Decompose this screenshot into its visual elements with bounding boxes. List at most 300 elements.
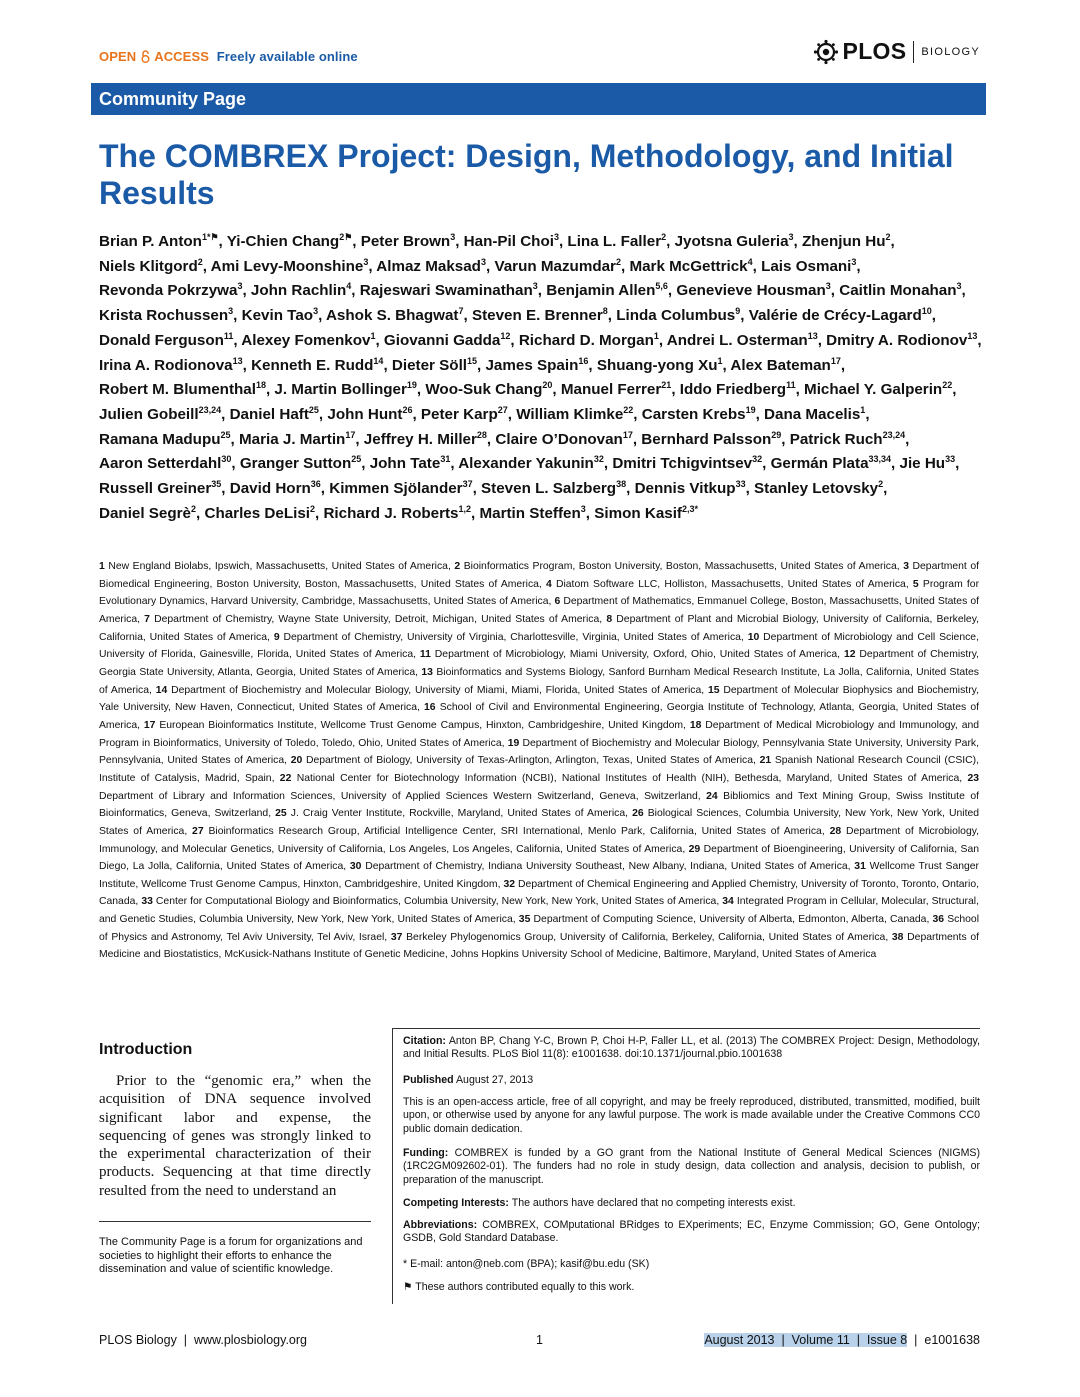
- author-affiliation-marker: 32: [593, 454, 604, 465]
- author-name: [99, 258, 203, 275]
- author-name-text: Robert M. Blumenthal: [99, 381, 256, 399]
- author-name-text: Germán Plata: [770, 455, 869, 473]
- affiliation-text: Berkeley Phylogenomics Group, University of California, Berkeley, California, United States of America,: [406, 931, 889, 943]
- author-name: [516, 406, 633, 423]
- affiliation-number: 25: [275, 808, 287, 820]
- author-name-text: Brian P. Anton: [99, 233, 202, 250]
- author-name: [826, 332, 977, 349]
- author-name: [425, 381, 552, 398]
- author-affiliation-marker: 1: [717, 355, 723, 366]
- affiliation-number: 4: [546, 578, 552, 590]
- affiliation-number: 21: [759, 755, 772, 767]
- author-name: [251, 357, 383, 374]
- affiliation-text: Bibliomics and Text Mining Group, Swiss Institute of Bioinformatics, Geneva, Switzerland,: [99, 790, 979, 820]
- author-name: [384, 332, 510, 349]
- author-name: [370, 455, 451, 472]
- license-text: This is an open-access article, free of all copyright, and may be freely reproduced, distributed, transmitted, modified, built upon, or otherwise used by anyone for any lawful purpose. The work is made available under the Creative Commons CC0 public domain dedication.: [403, 1096, 980, 1135]
- affiliation-text: Department of Biomedical Engineering, Boston University, Boston, Massachusetts, United States of America,: [99, 561, 980, 590]
- funding-text: COMBREX is funded by a GO grant from the National Institute of General Medical Sciences (NIGMS) (1RC2GM092602-01). The funders had no role in study design, data collection and analysis, decision to publish, or preparation of the manuscript.: [403, 1147, 980, 1186]
- author-affiliation-marker: 4: [747, 256, 753, 267]
- author-name: [761, 258, 856, 275]
- author-name-text: Ramana Madupu: [99, 430, 221, 448]
- author-name: [464, 233, 559, 250]
- author-name-text: Manuel Ferrer: [560, 381, 662, 399]
- author-affiliation-marker: 3: [851, 256, 857, 267]
- author-affiliation-marker: 2: [878, 478, 884, 489]
- author-name: [204, 505, 315, 522]
- affiliation-number: 2: [454, 561, 461, 572]
- author-name-text: Russell Greiner: [99, 480, 212, 498]
- plos-logo-icon: [813, 39, 839, 65]
- author-name: [641, 431, 781, 448]
- author-affiliation-marker: 2: [615, 256, 621, 267]
- article-id: e1001638: [924, 1333, 980, 1347]
- author-affiliation-marker: 3: [237, 281, 243, 292]
- author-affiliation-marker: 2: [310, 503, 316, 514]
- author-name: [99, 381, 266, 398]
- author-affiliation-marker: 31: [440, 454, 451, 465]
- author-name-text: Simon Kasif: [594, 504, 682, 522]
- author-name-text: Steven E. Brenner: [471, 307, 603, 325]
- author-affiliation-marker: 15: [467, 355, 478, 366]
- affiliation-number: 30: [349, 861, 362, 873]
- author-name-text: Irina A. Rodionova: [99, 356, 233, 374]
- author-name: [99, 505, 196, 522]
- author-name-text: Ami Levy-Moonshine: [210, 257, 364, 275]
- author-affiliation-marker: 19: [745, 404, 756, 415]
- author-name: [494, 258, 621, 275]
- author-name: [764, 406, 865, 423]
- author-name: [274, 381, 417, 398]
- journal-logo[interactable]: [813, 38, 980, 65]
- author-name: [99, 233, 219, 250]
- affiliation-text: Department of Chemistry, Wayne State University, Detroit, Michigan, United States of America,: [154, 613, 603, 625]
- author-affiliation-marker: 3: [313, 306, 319, 317]
- affiliation-number: 10: [747, 631, 760, 643]
- author-affiliation-marker: 17: [622, 429, 633, 440]
- author-affiliation-marker: 10: [921, 306, 932, 317]
- published: [403, 1074, 980, 1087]
- affiliation-number: 7: [144, 613, 150, 625]
- author-affiliation-marker: 22: [623, 404, 634, 415]
- correspondence-email[interactable]: * E-mail: anton@neb.com (BPA); kasif@bu.edu (SK): [403, 1258, 650, 1270]
- author-name-text: J. Martin Bollinger: [274, 381, 407, 399]
- author-affiliation-marker: 33: [945, 454, 956, 465]
- author-name: [99, 307, 233, 324]
- affiliation-text: Bioinformatics and Systems Biology, Sanford Burnham Medical Research Institute, La Jolla, California, United States of America,: [99, 666, 979, 696]
- author-name: [99, 406, 221, 423]
- affiliation-text: Department of Biochemistry and Molecular Biology, University of Miami, Miami, Florida, United States of America,: [171, 684, 705, 696]
- author-name-text: Han-Pil Choi: [463, 233, 554, 250]
- author-name: [99, 480, 221, 497]
- author-name-text: Mark McGettrick: [629, 257, 748, 275]
- author-affiliation-marker: 2: [197, 256, 203, 267]
- author-name: [597, 357, 723, 374]
- author-name: [667, 332, 818, 349]
- author-name-text: Stanley Letovsky: [754, 480, 879, 498]
- author-name: [242, 307, 318, 324]
- author-affiliation-marker: 3: [825, 281, 831, 292]
- author-affiliation-marker: 17: [345, 429, 356, 440]
- author-affiliation-marker: 14: [373, 355, 384, 366]
- author-name-text: Julien Gobeill: [99, 405, 199, 423]
- author-name: [616, 307, 740, 324]
- author-affiliation-marker: 3: [956, 281, 962, 292]
- author-name: [99, 332, 233, 349]
- affiliation-text: Integrated Program in Cellular, Molecular, Structural, and Genetic Studies, Columbia University, New York, New York, United States of America,: [99, 896, 979, 926]
- author-name-text: Kimmen Sjölander: [329, 480, 463, 498]
- logo-divider: [913, 41, 914, 63]
- affiliation-number: 23: [967, 772, 980, 784]
- author-affiliation-marker: 3: [450, 231, 456, 242]
- author-name-text: Kevin Tao: [241, 307, 314, 325]
- author-affiliation-marker: 3: [580, 503, 586, 514]
- author-affiliation-marker: 11: [786, 380, 796, 391]
- author-name-text: Maria J. Martin: [238, 430, 346, 448]
- author-affiliation-marker: 28: [476, 429, 487, 440]
- author-affiliation-marker: 1: [860, 404, 866, 415]
- affiliation-text: Department of Chemistry, University of Virginia, Charlottesville, Virginia, United States of America,: [283, 631, 744, 643]
- affiliation-text: Department of Library and Information Sciences, University of Applied Sciences Western Switzerland, Geneva, Switzerland,: [99, 790, 701, 802]
- affiliation-text: Diatom Software LLC, Holliston, Massachusetts, United States of America,: [555, 578, 909, 590]
- author-affiliation-marker: 27: [497, 404, 508, 415]
- author-affiliation-marker: 23,24: [882, 429, 906, 440]
- competing-text: The authors have declared that no competing interests exist.: [511, 1197, 796, 1209]
- author-affiliation-marker: 26: [402, 404, 413, 415]
- abbreviations-text: COMBREX, COMputational BRidges to EXperiments; EC, Enzyme Commission; GO, Gene Ontology; GSDB, Gold Standard Database.: [403, 1219, 980, 1245]
- affiliation-text: School of Civil and Environmental Engineering, Georgia Institute of Technology, Atlanta, Georgia, United States of America,: [99, 702, 979, 731]
- affiliation-number: 18: [689, 719, 702, 731]
- author-affiliation-marker: 3: [363, 256, 369, 267]
- author-name-text: Martin Steffen: [479, 504, 581, 522]
- affiliation-text: Department of Biology, University of Texas-Arlington, Arlington, Texas, United States of America,: [305, 755, 756, 767]
- author-affiliation-marker: 25: [220, 429, 231, 440]
- author-name: [227, 233, 353, 250]
- author-name: [481, 480, 626, 497]
- author-name-text: James Spain: [485, 356, 579, 374]
- author-affiliation-marker: 9: [735, 306, 741, 317]
- affiliation-number: 5: [912, 578, 919, 590]
- author-affiliation-marker: 32: [752, 454, 763, 465]
- affiliation-text: Department of Chemistry, Indiana University Southeast, New Albany, Indiana, United States of America,: [365, 861, 851, 873]
- divider: [99, 1221, 371, 1222]
- author-name-text: Krista Rochussen: [99, 307, 229, 325]
- author-affiliation-marker: 16: [578, 355, 589, 366]
- author-name: [629, 258, 752, 275]
- affiliation-number: 33: [141, 896, 153, 908]
- author-name-text: Benjamin Allen: [546, 282, 656, 300]
- citation-text: Anton BP, Chang Y-C, Brown P, Choi H-P, Faller LL, et al. (2013) The COMBREX Project: Design, Methodology, and Initial Results. PLoS Biol 11(8): e1001638. doi:10.1371/journal.pbio.1001638: [403, 1035, 981, 1061]
- author-name-text: Dennis Vitkup: [634, 480, 736, 498]
- affiliation-number: 36: [932, 914, 945, 926]
- affiliations: [99, 558, 979, 964]
- affiliation-number: 12: [843, 649, 856, 661]
- affiliation-number: 24: [706, 790, 718, 802]
- citation-label: Citation:: [403, 1035, 446, 1047]
- author-name-text: Daniel Haft: [229, 405, 309, 423]
- author-name: [99, 431, 231, 448]
- introduction-text: Prior to the “genomic era,” when the acquisition of DNA sequence involved significant labor and expense, the sequencing of genes was strongly linked to the experimental characterization of their products. Sequencing at that time directly resulted from the need to understand an: [99, 1073, 371, 1199]
- author-affiliation-marker: 19: [406, 380, 417, 391]
- author-name-text: Alexey Fomenkov: [241, 331, 371, 349]
- author-affiliation-marker: 25: [308, 404, 319, 415]
- author-name: [900, 455, 956, 472]
- affiliation-text: Program for Evolutionary Dynamics, Harvard University, Cambridge, Massachusetts, United States of America,: [99, 578, 980, 608]
- affiliation-number: 1: [99, 561, 105, 572]
- affiliation-text: Department of Computing Science, University of Alberta, Edmonton, Alberta, Canada,: [533, 914, 930, 926]
- author-affiliation-marker: 29: [771, 429, 782, 440]
- journal-section: BIOLOGY: [921, 45, 980, 58]
- author-name-text: Iddo Friedberg: [679, 381, 787, 399]
- author-affiliation-marker: 37: [462, 478, 473, 489]
- affiliation-number: 28: [829, 825, 842, 837]
- author-name-text: Bernhard Palsson: [641, 430, 772, 448]
- author-name-text: Alexander Yakunin: [458, 455, 594, 473]
- affiliation-number: 6: [554, 596, 561, 608]
- author-name-text: Patrick Ruch: [789, 430, 883, 448]
- author-name: [771, 455, 891, 472]
- author-affiliation-marker: 13: [807, 330, 818, 341]
- author-name: [99, 455, 231, 472]
- open-label: OPEN: [99, 49, 137, 64]
- author-name: [326, 307, 464, 324]
- author-name-text: Shuang-yong Xu: [596, 356, 718, 374]
- author-affiliation-marker: 11: [223, 330, 234, 341]
- equal-contribution-note: ⚑ These authors contributed equally to this work.: [403, 1281, 635, 1293]
- author-name-text: William Klimke: [516, 405, 624, 423]
- author-affiliation-marker: 38: [616, 478, 627, 489]
- affiliation-text: National Center for Biotechnology Information (NCBI), National Institutes of Health (NIH), Bethesda, Maryland, United States of America,: [296, 772, 963, 784]
- author-name-text: Donald Ferguson: [99, 331, 224, 349]
- author-name: [485, 357, 588, 374]
- author-name: [635, 480, 746, 497]
- author-name-text: Richard J. Roberts: [323, 504, 459, 522]
- author-affiliation-marker: 2: [885, 231, 891, 242]
- author-affiliation-marker: 3: [788, 231, 794, 242]
- author-affiliation-marker: 20: [542, 380, 553, 391]
- author-name: [839, 282, 961, 299]
- author-name: [421, 406, 508, 423]
- affiliation-number: 8: [606, 613, 613, 625]
- author-name-text: Dana Macelis: [764, 405, 861, 423]
- author-name: [458, 455, 604, 472]
- affiliation-text: New England Biolabs, Ipswich, Massachusetts, United States of America,: [108, 561, 451, 572]
- affiliation-number: 27: [192, 825, 204, 837]
- affiliation-number: 29: [688, 843, 701, 855]
- author-name-text: Claire O’Donovan: [495, 430, 623, 448]
- author-affiliation-marker: 17: [830, 355, 841, 366]
- author-name-text: Jyotsna Guleria: [674, 233, 789, 250]
- author-affiliation-marker: 36: [310, 478, 321, 489]
- author-affiliation-marker: 13: [232, 355, 243, 366]
- footer-issue: [704, 1333, 980, 1347]
- competing-label: Competing Interests:: [403, 1197, 509, 1209]
- funding-label: Funding:: [403, 1147, 449, 1159]
- author-affiliation-marker: 4: [346, 281, 352, 292]
- funding: [403, 1147, 980, 1187]
- author-name: [241, 332, 375, 349]
- author-name: [754, 480, 883, 497]
- author-affiliation-marker: 35: [211, 478, 222, 489]
- author-name-text: John Tate: [369, 455, 441, 473]
- author-affiliation-marker: 8: [602, 306, 608, 317]
- author-affiliation-marker: 1,2: [458, 503, 472, 514]
- affiliation-text: School of Physics and Astronomy, Tel Aviv University, Tel Aviv, Israel,: [99, 914, 980, 943]
- author-name-text: John Hunt: [327, 405, 403, 423]
- author-name-text: Peter Karp: [420, 405, 498, 423]
- page-number: 1: [536, 1333, 543, 1347]
- footer-journal[interactable]: PLOS Biology | www.plosbiology.org: [99, 1333, 307, 1347]
- affiliation-text: Department of Molecular Biophysics and Biochemistry, Yale University, New Haven, Connecticut, United States of America,: [99, 684, 979, 714]
- author-name: [99, 282, 242, 299]
- author-name-text: Charles DeLisi: [204, 504, 310, 522]
- published-date: August 27, 2013: [455, 1074, 534, 1086]
- affiliation-number: 20: [290, 755, 303, 767]
- author-name-text: Valérie de Crécy-Lagard: [748, 307, 922, 325]
- affiliation-text: Center for Computational Biology and Bioinformatics, Columbia University, New York, New York, United States of America,: [155, 896, 720, 908]
- author-name: [392, 357, 477, 374]
- author-name-text: Alex Bateman: [730, 356, 831, 374]
- author-name-text: Niels Klitgord: [99, 257, 198, 275]
- author-name-text: Richard D. Morgan: [518, 331, 654, 349]
- author-name-text: Carsten Krebs: [641, 405, 746, 423]
- author-affiliation-marker: 3: [532, 281, 538, 292]
- author-name: [472, 307, 608, 324]
- freely-available-label: Freely available online: [216, 49, 358, 64]
- footer-separator: |: [907, 1333, 925, 1347]
- author-name-text: Dieter Söll: [391, 356, 468, 374]
- author-name-text: Dmitri Tchigvintsev: [612, 455, 753, 473]
- author-name-text: David Horn: [229, 480, 311, 498]
- author-name: [680, 381, 796, 398]
- affiliation-text: Department of Plant and Microbial Biology, University of California, Berkeley, California, United States of America,: [99, 613, 980, 643]
- affiliation-text: Department of Microbiology and Cell Science, University of Florida, Gainesville, Florida, United States of America,: [99, 631, 979, 661]
- author-name: [495, 431, 632, 448]
- affiliation-number: 19: [507, 737, 520, 749]
- issue-info-highlight: August 2013 | Volume 11 | Issue 8: [704, 1333, 908, 1347]
- author-name: [230, 480, 321, 497]
- author-name: [360, 282, 538, 299]
- author-name-text: Varun Mazumdar: [494, 257, 616, 275]
- journal-logo-text: PLOS: [842, 38, 907, 64]
- author-affiliation-marker: 33,34: [868, 454, 892, 465]
- author-name: [240, 455, 361, 472]
- author-name: [99, 357, 243, 374]
- affiliation-number: 9: [273, 631, 280, 643]
- author-affiliation-marker: 18: [255, 380, 266, 391]
- author-name-text: Giovanni Gadda: [383, 331, 501, 349]
- author-name: [329, 480, 472, 497]
- author-name: [802, 233, 891, 250]
- affiliation-text: Biological Sciences, Columbia University, New York, New York, United States of America,: [99, 808, 980, 837]
- author-name-text: Michael Y. Galperin: [804, 381, 943, 399]
- affiliation-text: Bioinformatics Program, Boston University, Boston, Massachusetts, United States of America,: [463, 561, 900, 572]
- author-name: [361, 233, 455, 250]
- author-name: [376, 258, 486, 275]
- open-access-banner: [99, 49, 358, 64]
- author-list: Brian P. Anton$^{1*⚑}$, Yi-Chien Chang$^{2⚑}$, Peter Brown$^3$, Han-Pil Choi$^3$, Lina L. Faller$^2$, Jyotsna Guleria$^3$, Zhenjun Hu$^2$, Niels Klitgord$^2$, Ami Levy-Moonshine$^3$, Almaz Maksad$^3$, Varun Mazumdar$^2$, Mark McGettrick$^4$, Lais Osmani$^3$, Revonda Pokrzywa$^3$, John Rachlin$^4$, Rajeswari Swaminathan$^3$, Benjamin Allen$^{5,6}$, Genevieve Housman$^3$, Caitlin Monahan$^3$, Krista Rochussen$^3$, Kevin Tao$^3$, Ashok S. Bhagwat$^7$, Steven E. Brenner$^8$, Linda Columbus$^9$, Valérie de Crécy-Lagard$^{10}$, Donald Ferguson$^{11}$, Alexey Fomenkov$^1$, Giovanni Gadda$^{12}$, Richard D. Morgan$^1$, Andrei L. Osterman$^{13}$, Dmitry A. Rodionov$^{13}$, Irina A. Rodionova$^{13}$, Kenneth E. Rudd$^{14}$, Dieter Söll$^{15}$, James Spain$^{16}$, Shuang-yong Xu$^1$, Alex Bateman$^{17}$, Robert M. Blumenthal$^{18}$, J. Martin Bollinger$^{19}$, Woo-Suk Chang$^{20}$, Manuel Ferrer$^{21}$, Iddo Friedberg$^{11}$, Michael Y. Galperin$^{22}$, Julien Gobeill$^{23,24}$, Daniel Haft$^{25}$, John Hunt$^{26}$, Peter Karp$^{27}$, William Klimke$^{22}$, Carsten Krebs$^{19}$, Dana Macelis$^1$, Ramana Madupu$^{25}$, Maria J. Martin$^{17}$, Jeffrey H. Miller$^{28}$, Claire O’Donovan$^{17}$, Bernhard Palsson$^{29}$, Patrick Ruch$^{23,24}$, Aaron Setterdahl$^{30}$, Granger Sutton$^{25}$, John Tate$^{31}$, Alexander Yakunin$^{32}$, Dmitri Tchigvintsev$^{32}$, Germán Plata$^{33,34}$, Jie Hu$^{33}$, Russell Greiner$^{35}$, David Horn$^{36}$, Kimmen Sjölander$^{37}$, Steven L. Salzberg$^{38}$, Dennis Vitkup$^{33}$, Stanley Letovsky$^2$, Daniel Segrè$^2$, Charles DeLisi$^2$, Richard J. Roberts$^{1,2}$, Martin Steffen$^3$, Simon Kasif$^{2,3*}$: [99, 231, 982, 522]
- affiliation-text: Bioinformatics Research Group, Artificial Intelligence Center, SRI International, Menlo Park, California, United States of America,: [208, 825, 825, 837]
- published-label: Published: [403, 1074, 454, 1086]
- author-affiliation-marker: 3: [553, 231, 559, 242]
- author-affiliation-marker: 2: [661, 231, 667, 242]
- affiliation-text: Departments of Medicine and Biostatistics, McKusick-Nathans Institute of Genetic Medicine, Johns Hopkins University School of Medicine, Baltimore, Maryland, United States of America: [99, 931, 979, 961]
- author-affiliation-marker: 23,24: [198, 404, 222, 415]
- author-name-text: Jie Hu: [899, 455, 946, 473]
- author-name-text: Granger Sutton: [239, 455, 352, 473]
- author-name: [790, 431, 905, 448]
- affiliation-number: 13: [421, 666, 433, 678]
- author-name: [675, 233, 794, 250]
- author-name: [594, 505, 698, 522]
- author-affiliation-marker: 3: [228, 306, 234, 317]
- author-name-text: Linda Columbus: [616, 307, 736, 325]
- author-name: [519, 332, 659, 349]
- author-name: [676, 282, 830, 299]
- author-name: [230, 406, 319, 423]
- author-name: [749, 307, 932, 324]
- author-name-text: Rajeswari Swaminathan: [359, 282, 533, 300]
- affiliation-text: Department of Bioengineering, University of California, San Diego, La Jolla, California, United States of America,: [99, 843, 980, 873]
- author-affiliation-marker: 5,6: [655, 281, 668, 292]
- article-title: The COMBREX Project: Design, Methodology, and Initial Results: [99, 138, 954, 211]
- author-name-text: Kenneth E. Rudd: [251, 356, 374, 374]
- author-name: [567, 233, 666, 250]
- author-name: [323, 505, 471, 522]
- affiliation-number: 14: [155, 684, 168, 696]
- author-affiliation-marker: 1*⚑: [201, 231, 219, 242]
- affiliation-number: 32: [503, 878, 516, 890]
- section-band: Community Page: [91, 83, 986, 115]
- affiliation-text: Department of Chemistry, Georgia State University, Atlanta, Georgia, United States of America,: [99, 649, 980, 678]
- author-affiliation-marker: 2⚑: [339, 231, 353, 242]
- author-name-text: Lais Osmani: [761, 257, 852, 275]
- author-name: [561, 381, 671, 398]
- citation: [403, 1035, 980, 1062]
- author-name: [804, 381, 952, 398]
- author-name-text: Daniel Segrè: [99, 504, 192, 522]
- author-affiliation-marker: 12: [500, 330, 511, 341]
- author-name-text: Almaz Maksad: [376, 257, 481, 275]
- author-name-text: Lina L. Faller: [567, 233, 662, 250]
- author-affiliation-marker: 13: [967, 330, 978, 341]
- community-page-note: The Community Page is a forum for organizations and societies to highlight their efforts to enhance the dissemination and value of scientific knowledge.: [99, 1236, 363, 1275]
- author-name: [546, 282, 668, 299]
- author-name-text: Woo-Suk Chang: [425, 381, 543, 399]
- affiliation-text: Department of Microbiology, Miami University, Oxford, Ohio, United States of America,: [434, 649, 841, 661]
- author-affiliation-marker: 3: [480, 256, 486, 267]
- introduction-heading: Introduction: [99, 1041, 193, 1058]
- open-lock-icon: [141, 50, 150, 63]
- competing-interests: [403, 1197, 980, 1210]
- affiliation-number: 35: [518, 914, 531, 926]
- affiliation-text: Department of Mathematics, Emmanuel College, Boston, Massachusetts, United States of America,: [99, 596, 980, 625]
- affiliation-number: 31: [854, 861, 866, 873]
- affiliation-number: 26: [632, 808, 644, 820]
- author-name-text: Zhenjun Hu: [802, 233, 886, 250]
- author-name: [364, 431, 487, 448]
- affiliation-text: Spanish National Research Council (CSIC), Institute of Catalysis, Madrid, Spain,: [99, 755, 979, 784]
- author-name: [211, 258, 369, 275]
- affiliation-number: 37: [390, 931, 403, 943]
- author-name-text: Peter Brown: [360, 233, 451, 250]
- affiliation-number: 16: [424, 702, 436, 714]
- affiliation-number: 34: [722, 896, 734, 908]
- affiliation-text: Department of Microbiology, Immunology, and Molecular Genetics, University of California, Los Angeles, Los Angeles, California, United States of America,: [99, 825, 980, 855]
- author-affiliation-marker: 7: [458, 306, 464, 317]
- affiliation-number: 3: [903, 561, 909, 572]
- author-name-text: Ashok S. Bhagwat: [325, 307, 459, 325]
